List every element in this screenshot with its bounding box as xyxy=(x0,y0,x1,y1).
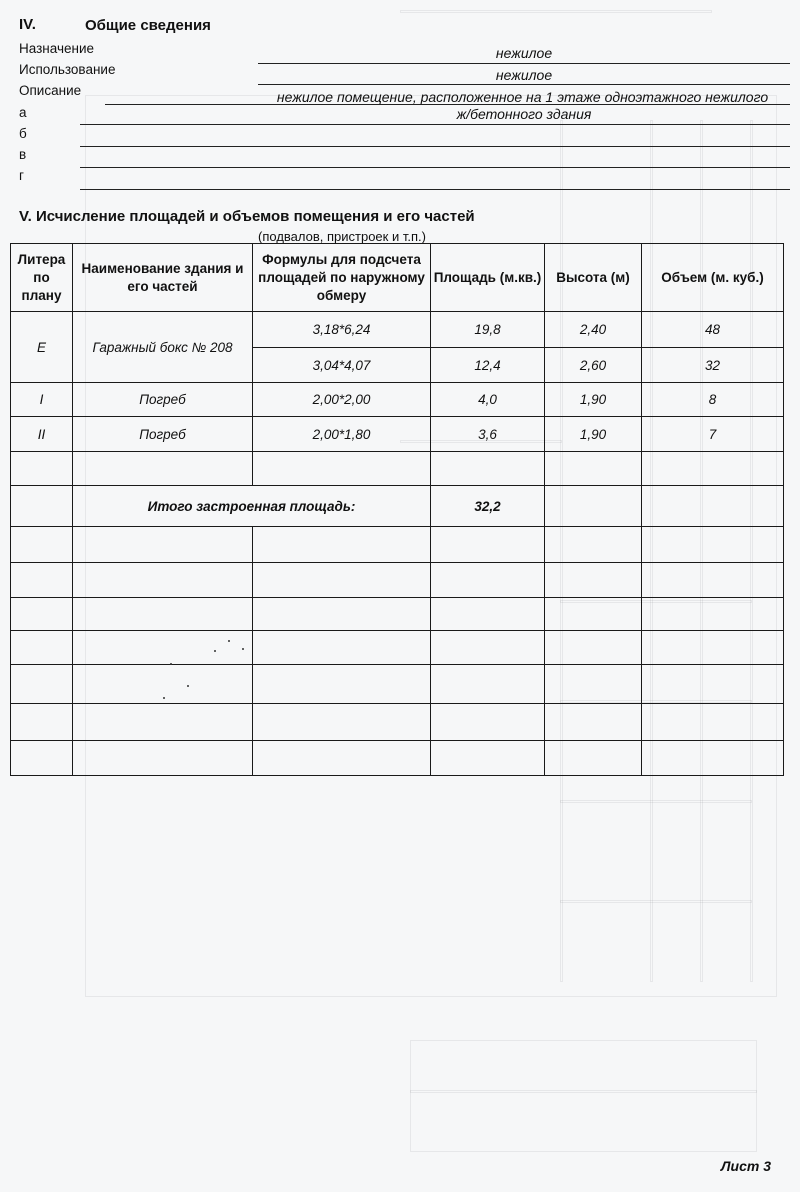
scan-speck xyxy=(242,648,244,650)
underline-purpose xyxy=(258,63,790,64)
underline-g xyxy=(80,189,790,190)
cell-formula: 3,18*6,24 xyxy=(253,312,431,348)
cell-volume: 7 xyxy=(642,417,784,452)
cell-name: Гаражный бокс № 208 xyxy=(73,312,253,383)
value-purpose: нежилое xyxy=(495,45,553,61)
header-area: Площадь (м.кв.) xyxy=(431,244,545,312)
header-name: Наименование здания и его частей xyxy=(73,244,253,312)
cell-area: 19,8 xyxy=(431,312,545,348)
table-row xyxy=(11,417,784,452)
label-usage: Использование xyxy=(19,62,116,77)
label-description: Описание xyxy=(19,83,82,98)
cell-volume: 32 xyxy=(642,348,784,383)
table-row-empty xyxy=(11,741,784,776)
scan-speck xyxy=(170,663,172,665)
header-litera: Литера по плану xyxy=(11,244,73,312)
sheet-number: Лист 3 xyxy=(720,1158,771,1174)
cell-area: 12,4 xyxy=(431,348,545,383)
header-height: Высота (м) xyxy=(545,244,642,312)
table-row-empty xyxy=(11,665,784,704)
scan-speck xyxy=(187,685,189,687)
cell-formula: 2,00*1,80 xyxy=(253,417,431,452)
table-row-empty xyxy=(11,563,784,598)
total-label: Итого застроенная площадь: xyxy=(73,486,431,527)
label-b: б xyxy=(19,126,27,141)
cell-height: 1,90 xyxy=(545,383,642,417)
scan-speck xyxy=(228,640,230,642)
value-description-line1: нежилое помещение, расположенное на 1 этаже одноэтажного нежилого xyxy=(276,89,769,105)
cell-litera: Е xyxy=(11,312,73,383)
cell-area: 4,0 xyxy=(431,383,545,417)
scan-speck xyxy=(214,650,216,652)
value-usage: нежилое xyxy=(495,67,553,83)
label-a: а xyxy=(19,105,27,120)
underline-a xyxy=(80,124,790,125)
cell-volume: 48 xyxy=(642,312,784,348)
cell-height: 2,40 xyxy=(545,312,642,348)
area-volume-table xyxy=(10,243,784,776)
table-row-empty xyxy=(11,527,784,563)
cell-litera: I xyxy=(11,383,73,417)
cell-litera: II xyxy=(11,417,73,452)
section-5-subtitle: (подвалов, пристроек и т.п.) xyxy=(258,229,426,244)
section-5-title: V. Исчисление площадей и объемов помещения и его частей xyxy=(19,208,475,225)
cell-name: Погреб xyxy=(73,417,253,452)
table-total-row xyxy=(11,486,784,527)
label-purpose: Назначение xyxy=(19,41,95,56)
header-formula: Формулы для подсчета площадей по наружному обмеру xyxy=(253,244,431,312)
cell-area: 3,6 xyxy=(431,417,545,452)
cell-height: 2,60 xyxy=(545,348,642,383)
table-header-row xyxy=(11,244,784,312)
cell-height: 1,90 xyxy=(545,417,642,452)
cell-volume: 8 xyxy=(642,383,784,417)
cell-formula: 2,00*2,00 xyxy=(253,383,431,417)
table-row xyxy=(11,383,784,417)
section-4-number: IV. xyxy=(19,16,36,33)
header-volume: Объем (м. куб.) xyxy=(642,244,784,312)
underline-b xyxy=(80,146,790,147)
underline-usage xyxy=(258,84,790,85)
cell-formula: 3,04*4,07 xyxy=(253,348,431,383)
table-row-empty xyxy=(11,631,784,665)
table-row xyxy=(11,312,784,348)
table-row-empty xyxy=(11,452,784,486)
label-v: в xyxy=(19,147,27,162)
label-g: г xyxy=(19,168,24,183)
cell-name: Погреб xyxy=(73,383,253,417)
value-description-line2: ж/бетонного здания xyxy=(456,106,592,122)
scan-speck xyxy=(163,697,165,699)
table-row-empty xyxy=(11,704,784,741)
table-row-empty xyxy=(11,598,784,631)
underline-v xyxy=(80,167,790,168)
section-4-title: Общие сведения xyxy=(85,17,211,34)
total-area: 32,2 xyxy=(431,486,545,527)
underline-description xyxy=(105,104,790,105)
